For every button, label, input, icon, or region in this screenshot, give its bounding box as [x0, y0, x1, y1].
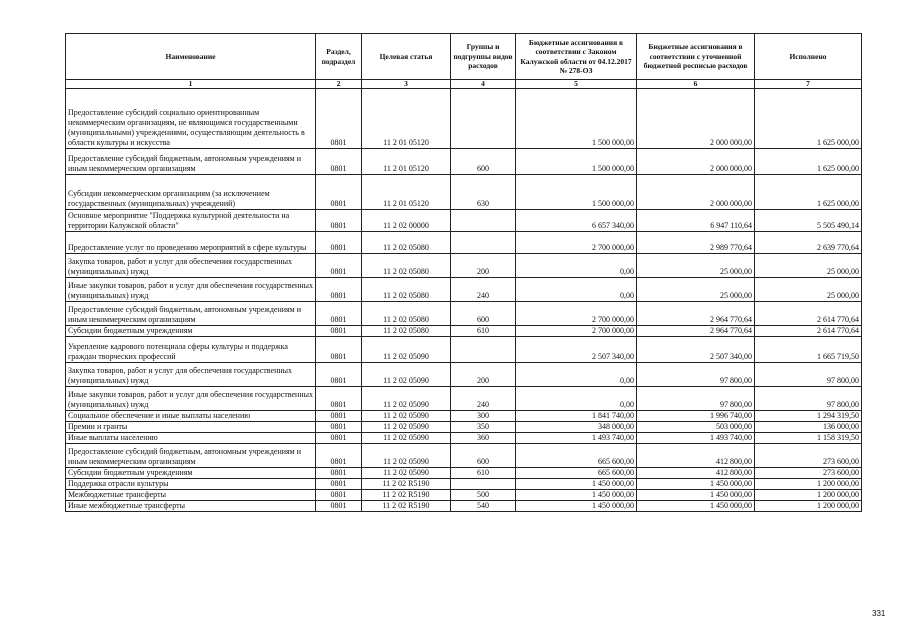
- table-row: [66, 302, 862, 326]
- table-body: [66, 89, 862, 512]
- row-group: 540: [451, 501, 516, 512]
- col-number: 4: [451, 80, 516, 89]
- row-name: Иные межбюджетные трансферты: [66, 501, 316, 512]
- row-law: 6 657 340,00: [516, 210, 637, 232]
- row-law: 1 500 000,00: [516, 175, 637, 210]
- row-section: 0801: [316, 326, 362, 337]
- row-law: 0,00: [516, 278, 637, 302]
- row-section: 0801: [316, 387, 362, 411]
- row-executed: 97 800,00: [755, 387, 862, 411]
- row-refined: 2 000 000,00: [637, 89, 755, 149]
- row-section: 0801: [316, 89, 362, 149]
- row-section: 0801: [316, 302, 362, 326]
- table-row: [66, 337, 862, 363]
- row-executed: 1 294 319,50: [755, 411, 862, 422]
- row-law: 2 700 000,00: [516, 326, 637, 337]
- table-row: [66, 278, 862, 302]
- row-executed: 1 158 319,50: [755, 433, 862, 444]
- row-section: 0801: [316, 254, 362, 278]
- row-target: 11 2 02 05090: [362, 387, 451, 411]
- table-row: [66, 490, 862, 501]
- row-executed: 5 505 490,14: [755, 210, 862, 232]
- row-executed: 97 800,00: [755, 363, 862, 387]
- row-section: 0801: [316, 337, 362, 363]
- table-row: [66, 175, 862, 210]
- row-section: 0801: [316, 501, 362, 512]
- row-executed: 1 665 719,50: [755, 337, 862, 363]
- row-law: 0,00: [516, 254, 637, 278]
- row-name: Премии и гранты: [66, 422, 316, 433]
- row-section: 0801: [316, 363, 362, 387]
- row-group: 630: [451, 175, 516, 210]
- row-executed: 25 000,00: [755, 254, 862, 278]
- row-section: 0801: [316, 411, 362, 422]
- budget-table: [65, 33, 862, 512]
- row-executed: 2 614 770,64: [755, 302, 862, 326]
- row-target: 11 2 02 05080: [362, 278, 451, 302]
- row-target: 11 2 02 05090: [362, 433, 451, 444]
- table-row: [66, 468, 862, 479]
- row-executed: 2 614 770,64: [755, 326, 862, 337]
- row-target: 11 2 02 00000: [362, 210, 451, 232]
- row-executed: 136 000,00: [755, 422, 862, 433]
- row-target: 11 2 02 05090: [362, 422, 451, 433]
- row-executed: 25 000,00: [755, 278, 862, 302]
- header-row: [66, 34, 862, 80]
- row-law: 0,00: [516, 363, 637, 387]
- col-number: 2: [316, 80, 362, 89]
- row-law: 1 450 000,00: [516, 490, 637, 501]
- row-group: 600: [451, 149, 516, 175]
- row-executed: 1 625 000,00: [755, 89, 862, 149]
- table-row: [66, 254, 862, 278]
- row-law: 348 000,00: [516, 422, 637, 433]
- row-name: Закупка товаров, работ и услуг для обеспечения государственных (муниципальных) нужд: [66, 363, 316, 387]
- row-target: 11 2 01 05120: [362, 89, 451, 149]
- row-target: 11 2 02 05080: [362, 254, 451, 278]
- row-law: 2 507 340,00: [516, 337, 637, 363]
- row-executed: 273 600,00: [755, 468, 862, 479]
- row-section: 0801: [316, 210, 362, 232]
- row-target: 11 2 02 05080: [362, 326, 451, 337]
- row-executed: 2 639 770,64: [755, 232, 862, 254]
- row-executed: 1 200 000,00: [755, 490, 862, 501]
- header-section: Раздел, подраздел: [316, 34, 362, 80]
- row-group: 200: [451, 363, 516, 387]
- row-name: Субсидии бюджетным учреждениям: [66, 468, 316, 479]
- row-refined: 412 800,00: [637, 468, 755, 479]
- header-target: Целевая статья: [362, 34, 451, 80]
- row-section: 0801: [316, 479, 362, 490]
- col-number: 5: [516, 80, 637, 89]
- row-group: 300: [451, 411, 516, 422]
- row-group: [451, 210, 516, 232]
- col-number: 7: [755, 80, 862, 89]
- row-name: Закупка товаров, работ и услуг для обеспечения государственных (муниципальных) нужд: [66, 254, 316, 278]
- row-executed: 273 600,00: [755, 444, 862, 468]
- row-refined: 97 800,00: [637, 387, 755, 411]
- row-target: 11 2 02 R5190: [362, 490, 451, 501]
- row-refined: 1 450 000,00: [637, 490, 755, 501]
- table-row: [66, 149, 862, 175]
- row-law: 1 450 000,00: [516, 479, 637, 490]
- row-refined: 25 000,00: [637, 278, 755, 302]
- row-name: Предоставление субсидий бюджетным, автономным учреждениям и иным некоммерческим организациям: [66, 149, 316, 175]
- row-name: Иные выплаты населению: [66, 433, 316, 444]
- row-group: [451, 232, 516, 254]
- row-refined: 1 493 740,00: [637, 433, 755, 444]
- row-group: 610: [451, 326, 516, 337]
- row-group: 600: [451, 444, 516, 468]
- header-law: Бюджетные ассигнования в соответствии с Законом Калужской области от 04.12.2017 № 278-ОЗ: [516, 34, 637, 80]
- row-target: 11 2 01 05120: [362, 175, 451, 210]
- row-target: 11 2 02 05090: [362, 337, 451, 363]
- table-row: [66, 232, 862, 254]
- row-name: Субсидии некоммерческим организациям (за исключением государственных (муниципальных) учреждений): [66, 175, 316, 210]
- table-row: [66, 433, 862, 444]
- row-group: [451, 89, 516, 149]
- header-refined: Бюджетные ассигнования в соответствии с уточненной бюджетной росписью расходов: [637, 34, 755, 80]
- row-law: 1 500 000,00: [516, 149, 637, 175]
- row-group: 360: [451, 433, 516, 444]
- row-name: Предоставление субсидий бюджетным, автономным учреждениям и иным некоммерческим организациям: [66, 302, 316, 326]
- row-refined: 2 964 770,64: [637, 302, 755, 326]
- row-refined: 2 000 000,00: [637, 175, 755, 210]
- row-section: 0801: [316, 422, 362, 433]
- row-target: 11 2 02 05090: [362, 444, 451, 468]
- col-number: 3: [362, 80, 451, 89]
- table-row: [66, 326, 862, 337]
- row-section: 0801: [316, 175, 362, 210]
- table-row: [66, 89, 862, 149]
- row-name: Предоставление субсидий социально ориентированным некоммерческим организациям, не являющимся государственными (муниципальными) учреждениями, осуществляющим деятельность в области культуры и искусства: [66, 89, 316, 149]
- header-groups: Группы и подгруппы видов расходов: [451, 34, 516, 80]
- row-target: 11 2 02 R5190: [362, 479, 451, 490]
- row-law: 1 841 740,00: [516, 411, 637, 422]
- column-number-row: [66, 80, 862, 89]
- row-refined: 2 964 770,64: [637, 326, 755, 337]
- row-refined: 1 450 000,00: [637, 501, 755, 512]
- page-number: 331: [872, 609, 886, 618]
- table-row: [66, 387, 862, 411]
- row-law: 1 500 000,00: [516, 89, 637, 149]
- row-name: Предоставление услуг по проведению мероприятий в сфере культуры: [66, 232, 316, 254]
- row-executed: 1 625 000,00: [755, 175, 862, 210]
- row-name: Социальное обеспечение и иные выплаты населению: [66, 411, 316, 422]
- row-group: 600: [451, 302, 516, 326]
- row-executed: 1 625 000,00: [755, 149, 862, 175]
- col-number: 1: [66, 80, 316, 89]
- row-name: Субсидии бюджетным учреждениям: [66, 326, 316, 337]
- row-name: Основное мероприятие "Поддержка культурной деятельности на территории Калужской области": [66, 210, 316, 232]
- row-law: 665 600,00: [516, 444, 637, 468]
- row-target: 11 2 02 05080: [362, 302, 451, 326]
- row-law: 2 700 000,00: [516, 302, 637, 326]
- col-number: 6: [637, 80, 755, 89]
- row-target: 11 2 02 05090: [362, 363, 451, 387]
- row-law: 1 493 740,00: [516, 433, 637, 444]
- row-refined: 2 000 000,00: [637, 149, 755, 175]
- row-name: Укрепление кадрового потенциала сферы культуры и поддержка граждан творческих профессий: [66, 337, 316, 363]
- header-name: Наименование: [66, 34, 316, 80]
- table-row: [66, 422, 862, 433]
- row-group: 610: [451, 468, 516, 479]
- table-row: [66, 444, 862, 468]
- row-target: 11 2 01 05120: [362, 149, 451, 175]
- row-refined: 2 507 340,00: [637, 337, 755, 363]
- row-target: 11 2 02 05090: [362, 411, 451, 422]
- row-law: 2 700 000,00: [516, 232, 637, 254]
- row-section: 0801: [316, 490, 362, 501]
- row-law: 1 450 000,00: [516, 501, 637, 512]
- row-group: [451, 479, 516, 490]
- row-refined: 1 996 740,00: [637, 411, 755, 422]
- row-target: 11 2 02 R5190: [362, 501, 451, 512]
- row-name: Предоставление субсидий бюджетным, автономным учреждениям и иным некоммерческим организациям: [66, 444, 316, 468]
- row-section: 0801: [316, 278, 362, 302]
- row-group: 500: [451, 490, 516, 501]
- table-row: [66, 501, 862, 512]
- row-section: 0801: [316, 149, 362, 175]
- row-group: 350: [451, 422, 516, 433]
- row-refined: 6 947 110,64: [637, 210, 755, 232]
- row-name: Межбюджетные трансферты: [66, 490, 316, 501]
- row-name: Поддержка отрасли культуры: [66, 479, 316, 490]
- row-executed: 1 200 000,00: [755, 501, 862, 512]
- row-section: 0801: [316, 232, 362, 254]
- row-section: 0801: [316, 433, 362, 444]
- row-group: 240: [451, 387, 516, 411]
- row-section: 0801: [316, 468, 362, 479]
- row-executed: 1 200 000,00: [755, 479, 862, 490]
- row-refined: 412 800,00: [637, 444, 755, 468]
- row-refined: 1 450 000,00: [637, 479, 755, 490]
- row-law: 665 600,00: [516, 468, 637, 479]
- row-law: 0,00: [516, 387, 637, 411]
- row-refined: 503 000,00: [637, 422, 755, 433]
- row-group: [451, 337, 516, 363]
- row-target: 11 2 02 05080: [362, 232, 451, 254]
- row-name: Иные закупки товаров, работ и услуг для обеспечения государственных (муниципальных) нужд: [66, 278, 316, 302]
- table-row: [66, 479, 862, 490]
- table-row: [66, 210, 862, 232]
- row-group: 240: [451, 278, 516, 302]
- table-row: [66, 411, 862, 422]
- row-section: 0801: [316, 444, 362, 468]
- row-refined: 2 989 770,64: [637, 232, 755, 254]
- row-refined: 97 800,00: [637, 363, 755, 387]
- row-group: 200: [451, 254, 516, 278]
- row-target: 11 2 02 05090: [362, 468, 451, 479]
- header-executed: Исполнено: [755, 34, 862, 80]
- row-name: Иные закупки товаров, работ и услуг для обеспечения государственных (муниципальных) нужд: [66, 387, 316, 411]
- table-row: [66, 363, 862, 387]
- row-refined: 25 000,00: [637, 254, 755, 278]
